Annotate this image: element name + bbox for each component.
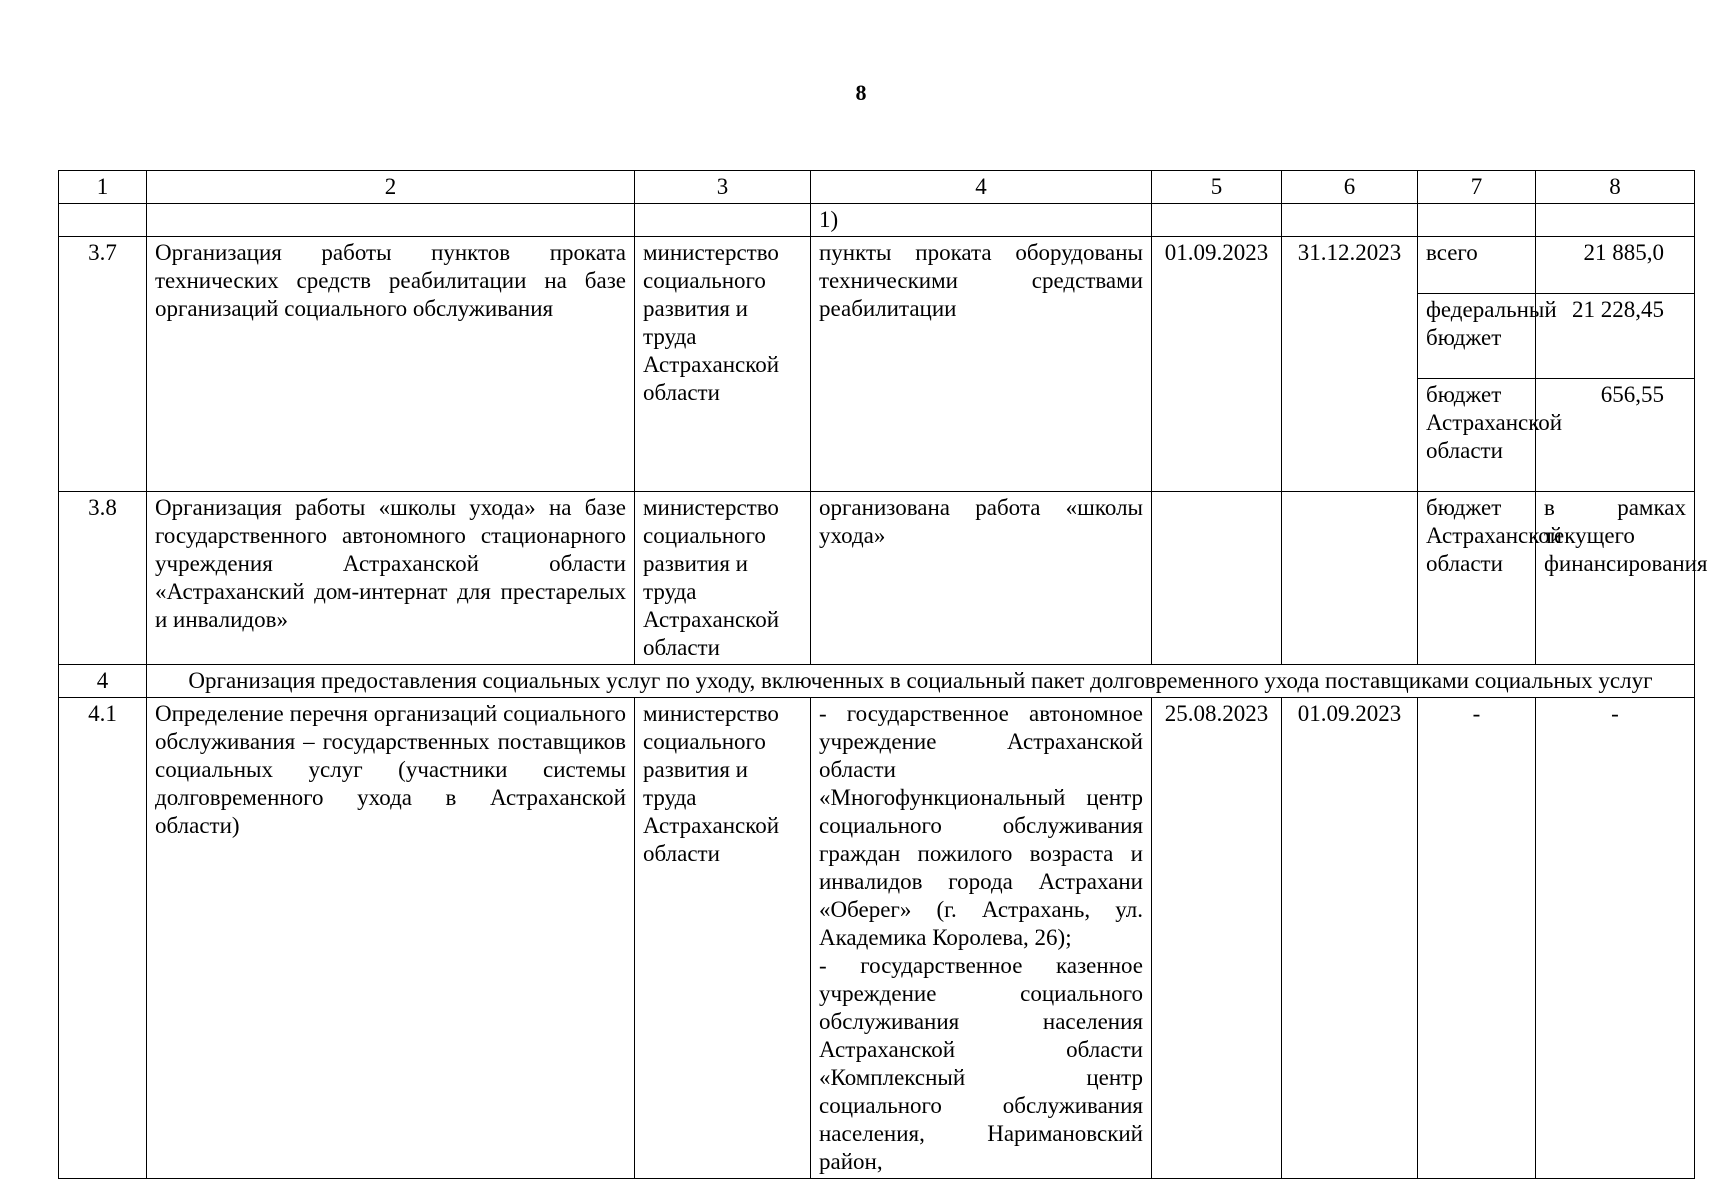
activity-cell: Определение перечня организаций социального обслуживания – государственных поставщиков социальных услуг (участники системы долговременного ухода в Астраханской области) [147,698,635,1179]
funding-source: бюджет Астраханской области [1418,492,1536,665]
end-date: 01.09.2023 [1282,698,1418,1179]
executor-cell: министерство социального развития и труда Астраханской области [635,492,811,665]
start-date: 01.09.2023 [1152,237,1282,492]
column-number: 5 [1152,171,1282,204]
section-row [59,665,1695,698]
funding-amount: 21 885,0 [1536,237,1695,294]
funding-source: - [1418,698,1536,1179]
funding-amount: 656,55 [1536,379,1695,492]
funding-source: бюджет Астраханской области [1418,379,1536,492]
result-cell: пункты проката оборудованы техническими средствами реабилитации [811,237,1152,492]
row-number: 4.1 [59,698,147,1179]
result-cell: организована работа «школы ухода» [811,492,1152,665]
start-date [1152,492,1282,665]
activity-cell: Организация работы «школы ухода» на базе государственного автономного стационарного учреждения Астраханской области «Астраханский дом-интернат для престарелых и инвалидов» [147,492,635,665]
column-number: 4 [811,171,1152,204]
column-number: 2 [147,171,635,204]
column-number: 3 [635,171,811,204]
column-number-row [59,171,1695,204]
column-number: 6 [1282,171,1418,204]
funding-source: всего [1418,237,1536,294]
page-number: 8 [855,80,867,105]
result-item: - государственное казенное учреждение социального обслуживания населения Астраханской области «Комплексный центр социального обслуживания населения, Наримановский район, [819,953,1143,1174]
column-number: 8 [1536,171,1695,204]
start-date: 25.08.2023 [1152,698,1282,1179]
table-row [59,237,1695,294]
executor-cell: министерство социального развития и труда Астраханской области [635,237,811,492]
activity-plan-table [58,170,1708,1179]
section-number: 4 [59,665,147,698]
executor-cell: министерство социального развития и труда Астраханской области [635,698,811,1179]
end-date [1282,492,1418,665]
funding-source: федеральный бюджет [1418,294,1536,379]
result-cell [811,698,1152,1179]
funding-amount: в рамках текущего финансирования [1536,492,1695,665]
end-date: 31.12.2023 [1282,237,1418,492]
continuation-row [59,204,1695,237]
continuation-note: 1) [811,204,1152,237]
funding-amount: 21 228,45 [1536,294,1695,379]
column-number: 7 [1418,171,1536,204]
activity-cell: Организация работы пунктов проката технических средств реабилитации на базе организаций социального обслуживания [147,237,635,492]
section-title: Организация предоставления социальных услуг по уходу, включенных в социальный пакет долговременного ухода поставщиками социальных услуг [147,665,1695,698]
table-row [59,492,1695,665]
row-number: 3.7 [59,237,147,492]
row-number: 3.8 [59,492,147,665]
funding-amount: - [1536,698,1695,1179]
column-number: 1 [59,171,147,204]
table-row [59,698,1695,1179]
result-item: - государственное автономное учреждение Астраханской области «Многофункциональный центр социального обслуживания граждан пожилого возраста и инвалидов города Астрахани «Оберег» (г. Астрахань, ул. Академика Королева, 26); [819,701,1143,950]
